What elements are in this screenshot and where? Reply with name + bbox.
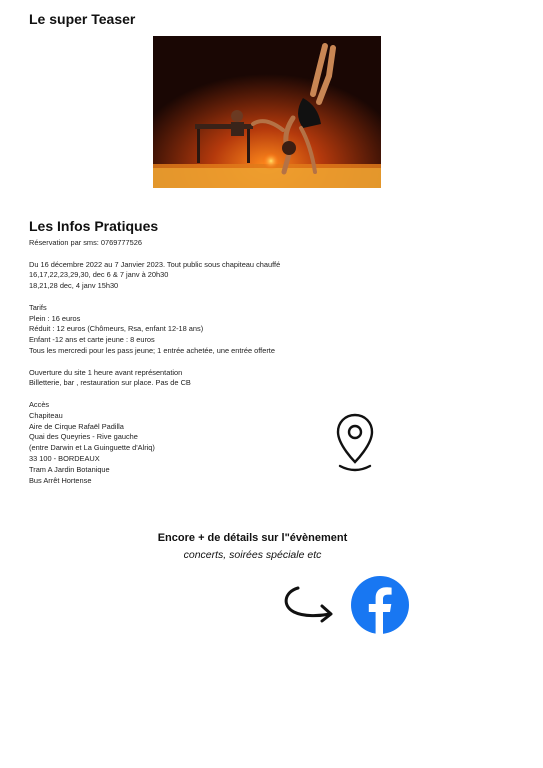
tarifs-line: Réduit : 12 euros (Chômeurs, Rsa, enfant 12-18 ans)	[29, 324, 204, 334]
acces-line: Quai des Queyries - Rive gauche	[29, 432, 138, 442]
acces-line: Accès	[29, 399, 50, 409]
acces-line: Chapiteau	[29, 410, 63, 420]
performer-photo	[153, 36, 381, 188]
tarifs-line: Plein : 16 euros	[29, 313, 81, 323]
tarifs-line: Tarifs	[29, 302, 47, 312]
details-title: Encore + de détails sur l"évènement	[157, 532, 348, 544]
teaser-heading: Le super Teaser	[29, 11, 136, 27]
tarifs-line: Tous les mercredi pour les pass jeune; 1 entrée achetée, une entrée offerte	[29, 345, 275, 355]
ouverture-line: Billetterie, bar , restauration sur place. Pas de CB	[29, 378, 191, 388]
acces-line: 33 100 - BORDEAUX	[29, 453, 100, 463]
ouverture-line: Ouverture du site 1 heure avant représentation	[29, 367, 183, 377]
acces-line: Aire de Cirque Rafaël Padilla	[29, 421, 124, 431]
reservation-text: Réservation par sms: 0769777526	[29, 238, 142, 247]
acces-line: (entre Darwin et La Guinguette d'Alriq)	[29, 443, 155, 453]
details-subtitle: concerts, soirées spéciale etc	[183, 549, 322, 561]
tarifs-line: Enfant -12 ans et carte jeune : 8 euros	[29, 335, 155, 345]
acces-line: Bus Arrêt Hortense	[29, 475, 92, 485]
dates-line: 18,21,28 dec, 4 janv 15h30	[29, 281, 119, 291]
dates-line: 16,17,22,23,29,30, dec 6 & 7 janv à 20h30	[29, 270, 169, 280]
infos-heading: Les Infos Pratiques	[29, 218, 159, 234]
curved-arrow-icon	[280, 584, 336, 624]
dancer-image	[153, 36, 381, 188]
acces-line: Tram A Jardin Botanique	[29, 464, 110, 474]
dates-line: Du 16 décembre 2022 au 7 Janvier 2023. Tout public sous chapiteau chauffé	[29, 259, 281, 269]
facebook-icon[interactable]	[350, 575, 410, 635]
infos-body	[29, 238, 449, 486]
location-pin-icon	[334, 412, 376, 476]
